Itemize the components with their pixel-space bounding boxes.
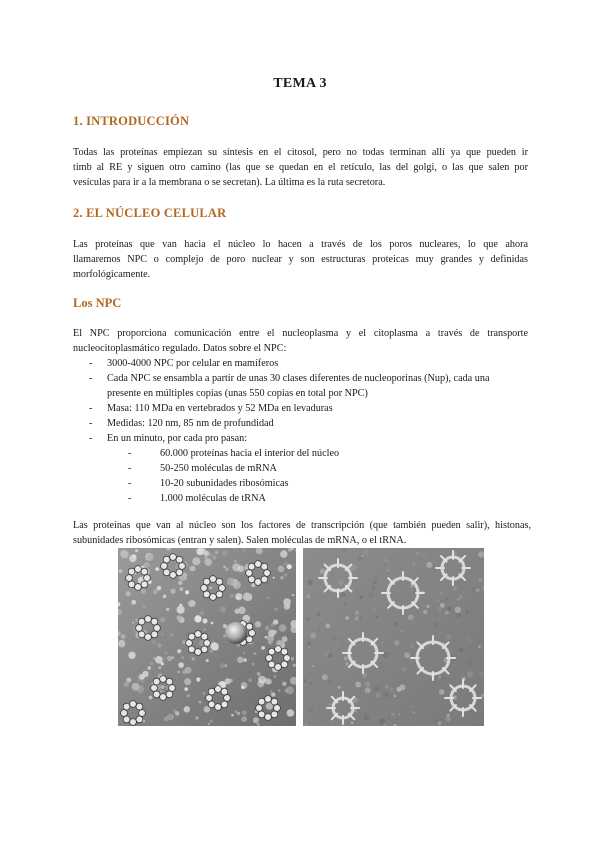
paragraph-line: El NPC proporciona comunicación entre el nucleoplasma y el citoplasma a través de transporte (73, 328, 528, 339)
list-item (73, 356, 533, 371)
list-item-text: Medidas: 120 nm, 85 nm de profundidad (107, 418, 274, 429)
paragraph-line: subunidades ribosómicas (entran y salen). Salen moléculas de mRNA, o el tRNA. (73, 535, 407, 546)
paragraph-line: timb al RE y siguen otro camino (las que se quedan en el retículo, las del golgi, o las que salen por (73, 162, 528, 173)
sub-list-item-text: 10-20 subunidades ribosómicas (160, 478, 289, 489)
list-item (73, 431, 533, 446)
paragraph-line: Todas las proteínas empiezan su síntesis en el citosol, pero no todas terminan allí ya que pueden ir (73, 147, 528, 158)
paragraph-nucleo (73, 237, 528, 282)
npc-facts-list (73, 356, 533, 506)
sub-list-item (73, 446, 533, 461)
list-item-text: 3000-4000 NPC por celular en mamíferos (107, 358, 279, 369)
list-bullet: - (128, 493, 132, 504)
list-bullet: - (89, 433, 93, 444)
sub-list-item-text: 50-250 moléculas de mRNA (160, 463, 277, 474)
paragraph-npc-intro (73, 326, 528, 356)
micrograph-npc-right (303, 548, 484, 726)
heading-introduccion: 1. INTRODUCCIÓN (73, 114, 190, 128)
list-item (73, 371, 533, 401)
sub-list-item (73, 491, 533, 506)
list-bullet: - (128, 478, 132, 489)
list-bullet: - (89, 358, 93, 369)
list-item-text: En un minuto, por cada pro pasan: (107, 433, 248, 444)
list-item (73, 416, 533, 431)
micrograph-npc-left (118, 548, 296, 726)
list-bullet: - (89, 418, 93, 429)
list-item-text: Masa: 110 MDa en vertebrados y 52 MDa en levaduras (107, 403, 333, 414)
paragraph-line: Las proteínas que van hacia el núcleo lo hacen a través de los poros nucleares, lo que ahora (73, 239, 528, 250)
page-title: TEMA 3 (273, 76, 327, 91)
list-bullet: - (89, 403, 93, 414)
paragraph-npc-closing (73, 518, 531, 548)
list-bullet: - (128, 448, 132, 459)
heading-los-npc: Los NPC (73, 296, 122, 310)
micrograph-image (118, 548, 296, 726)
sub-list-item (73, 461, 533, 476)
paragraph-line: morfológicamente. (73, 269, 151, 280)
paragraph-line: Las proteínas que van al núcleo son los factores de transcripción (que también pueden salir), histonas, (73, 520, 531, 531)
paragraph-line: vesículas para ir a la membrana o se secretan). La última es la ruta secretora. (73, 177, 386, 188)
list-item (73, 401, 533, 416)
list-bullet: - (89, 373, 93, 384)
paragraph-introduccion (73, 145, 528, 190)
list-item-text: Cada NPC se ensambla a partir de unas 30 clases diferentes de nucleoporinas (Nup), cada una (107, 373, 490, 384)
sub-list-item-text: 1.000 moléculas de tRNA (160, 493, 266, 504)
list-bullet: - (128, 463, 132, 474)
sub-list-item (73, 476, 533, 491)
list-item-text: presente en múltiples copias (unas 550 copias en total por NPC) (107, 388, 368, 399)
sub-list-item-text: 60.000 proteínas hacia el interior del núcleo (160, 448, 340, 459)
micrograph-image (303, 548, 484, 726)
heading-nucleo-celular: 2. EL NÚCLEO CELULAR (73, 206, 227, 220)
paragraph-line: llamaremos NPC o complejo de poro nuclear y son estructuras proteicas muy grandes y definidas (73, 254, 528, 265)
paragraph-line: nucleocitoplasmático regulado. Datos sobre el NPC: (73, 343, 287, 354)
